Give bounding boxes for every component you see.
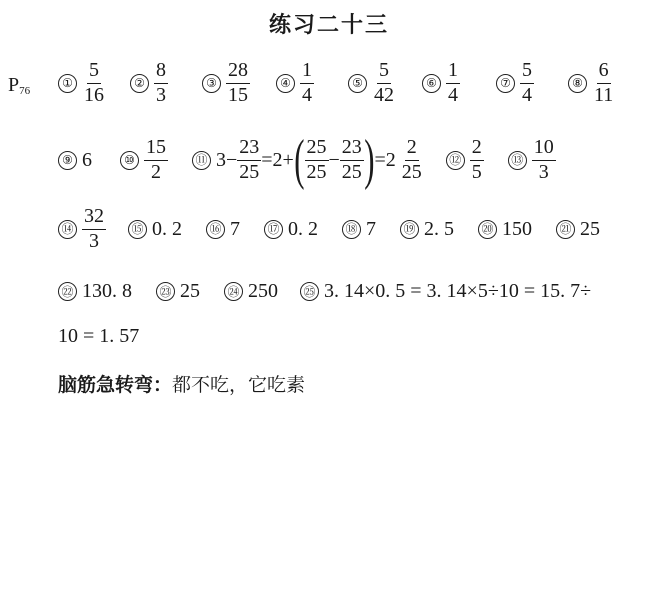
answer-item xyxy=(130,60,202,106)
answer-item xyxy=(58,149,92,172)
answer-item xyxy=(276,60,348,106)
answer-item xyxy=(156,280,200,303)
denominator: 4 xyxy=(522,83,532,106)
numerator: 1 xyxy=(300,60,314,84)
page-subscript: 76 xyxy=(19,85,31,97)
question-number: ⑫ xyxy=(446,151,465,170)
denominator: 25 xyxy=(306,160,327,183)
question-number: ⑰ xyxy=(264,220,283,239)
question-number: ⑪ xyxy=(192,151,211,170)
question-number: ⑨ xyxy=(58,151,77,170)
numerator: 6 xyxy=(597,60,611,84)
answer-value: 25 xyxy=(180,280,200,302)
denominator: 25 xyxy=(341,160,362,183)
question-number: ③ xyxy=(202,74,221,93)
denominator: 25 xyxy=(239,160,260,183)
question-number: ⑦ xyxy=(496,74,515,93)
numerator: 1 xyxy=(446,60,460,84)
answer-item xyxy=(264,218,318,241)
fraction xyxy=(82,60,106,106)
answer-item xyxy=(120,137,168,183)
fraction xyxy=(372,60,396,106)
question-number: ⑳ xyxy=(478,220,497,239)
fraction xyxy=(592,60,615,106)
answer-item xyxy=(422,60,496,106)
answer-item-calculation xyxy=(192,129,424,191)
question-number: ⑭ xyxy=(58,220,77,239)
fraction xyxy=(144,137,168,183)
numerator: 23 xyxy=(340,137,364,161)
numerator: 23 xyxy=(237,137,261,161)
fraction xyxy=(340,137,364,183)
fraction xyxy=(82,206,106,252)
numerator: 10 xyxy=(532,137,556,161)
question-number: ㉑ xyxy=(556,220,575,239)
question-number: ⑤ xyxy=(348,74,367,93)
answer-value: 150 xyxy=(502,217,532,240)
denominator: 15 xyxy=(228,83,248,106)
denominator: 42 xyxy=(374,83,394,106)
answer-item xyxy=(342,218,376,241)
numerator: 5 xyxy=(377,60,391,84)
answer-value: 250 xyxy=(248,280,278,302)
denominator: 4 xyxy=(448,83,458,106)
question-number: ㉔ xyxy=(224,282,243,301)
answer-row-2 xyxy=(58,129,556,191)
answer-value: 7 xyxy=(230,217,240,240)
page-letter: P xyxy=(8,74,20,96)
calculation-continuation: 10 = 1. 57 xyxy=(58,325,140,347)
expression-part: =2 xyxy=(374,148,396,171)
denominator: 3 xyxy=(89,229,99,252)
fraction xyxy=(300,60,314,106)
denominator: 16 xyxy=(84,83,104,106)
denominator: 25 xyxy=(401,160,422,183)
brain-teaser-label: 脑筋急转弯： xyxy=(58,374,173,396)
left-parenthesis: ( xyxy=(294,129,305,191)
question-number: ⑯ xyxy=(206,220,225,239)
question-number: ㉓ xyxy=(156,282,175,301)
page-title: 练习二十三 xyxy=(268,13,389,38)
answer-row-1 xyxy=(58,60,615,106)
numerator: 5 xyxy=(520,60,534,84)
numerator: 5 xyxy=(87,60,101,84)
answer-item-calculation xyxy=(300,280,591,303)
page-number xyxy=(8,74,30,97)
brain-teaser xyxy=(58,370,305,397)
denominator: 3 xyxy=(538,160,549,183)
fraction xyxy=(400,137,424,183)
answer-value: 25 xyxy=(580,217,600,240)
answer-item xyxy=(568,60,615,106)
denominator: 5 xyxy=(471,160,482,183)
expression-part: =2+ xyxy=(261,148,294,171)
answer-item xyxy=(556,218,600,241)
answer-value: 6 xyxy=(82,148,92,171)
numerator: 2 xyxy=(470,137,484,161)
question-number: ⑬ xyxy=(508,151,527,170)
fraction xyxy=(532,137,556,183)
numerator: 15 xyxy=(144,137,168,161)
answer-item xyxy=(446,137,484,183)
fraction xyxy=(237,137,261,183)
fraction xyxy=(520,60,534,106)
expression-part: − xyxy=(328,148,340,171)
answer-item xyxy=(508,137,556,183)
answer-row-5 xyxy=(58,325,139,348)
question-number: ① xyxy=(58,74,77,93)
answer-value: 130. 8 xyxy=(82,280,132,302)
question-number: ⑩ xyxy=(120,151,139,170)
question-number: ⑲ xyxy=(400,220,419,239)
fraction xyxy=(154,60,168,106)
numerator: 25 xyxy=(305,137,329,161)
question-number: ② xyxy=(130,74,149,93)
expression-part: 3− xyxy=(216,148,238,171)
fraction xyxy=(446,60,460,106)
question-number: ㉒ xyxy=(58,282,77,301)
answer-item xyxy=(400,218,454,241)
answer-value: 0. 2 xyxy=(152,217,182,240)
answer-value: 2. 5 xyxy=(424,217,454,240)
question-number: ⑮ xyxy=(128,220,147,239)
numerator: 28 xyxy=(226,60,250,84)
brain-teaser-answer: 都不吃，它吃素 xyxy=(172,374,306,396)
numerator: 32 xyxy=(82,206,106,230)
answer-item xyxy=(206,218,240,241)
answer-item xyxy=(58,280,132,303)
answer-item xyxy=(58,60,130,106)
question-number: ④ xyxy=(276,74,295,93)
denominator: 4 xyxy=(302,83,312,106)
denominator: 3 xyxy=(156,83,166,106)
answer-item xyxy=(224,280,278,303)
right-parenthesis: ) xyxy=(363,129,375,191)
answer-item xyxy=(496,60,568,106)
answer-row-3 xyxy=(58,206,600,252)
question-number: ⑧ xyxy=(568,74,587,93)
fraction xyxy=(470,137,484,183)
question-number: ⑱ xyxy=(342,220,361,239)
question-number: ⑥ xyxy=(422,74,441,93)
answer-item xyxy=(202,60,276,106)
fraction xyxy=(226,60,250,106)
answer-item xyxy=(348,60,422,106)
answer-row-4 xyxy=(58,280,591,303)
denominator: 2 xyxy=(151,160,161,183)
numerator: 2 xyxy=(405,137,419,161)
answer-value: 3. 14×0. 5 = 3. 14×5÷10 = 15. 7÷ xyxy=(324,280,592,302)
answer-value: 7 xyxy=(366,217,376,240)
fraction xyxy=(305,137,329,183)
question-number: ㉕ xyxy=(300,282,319,301)
answer-item xyxy=(58,206,106,252)
denominator: 11 xyxy=(594,83,614,106)
answer-item xyxy=(478,218,532,241)
answer-value: 0. 2 xyxy=(288,217,318,240)
numerator: 8 xyxy=(154,60,168,84)
answer-item xyxy=(128,218,182,241)
